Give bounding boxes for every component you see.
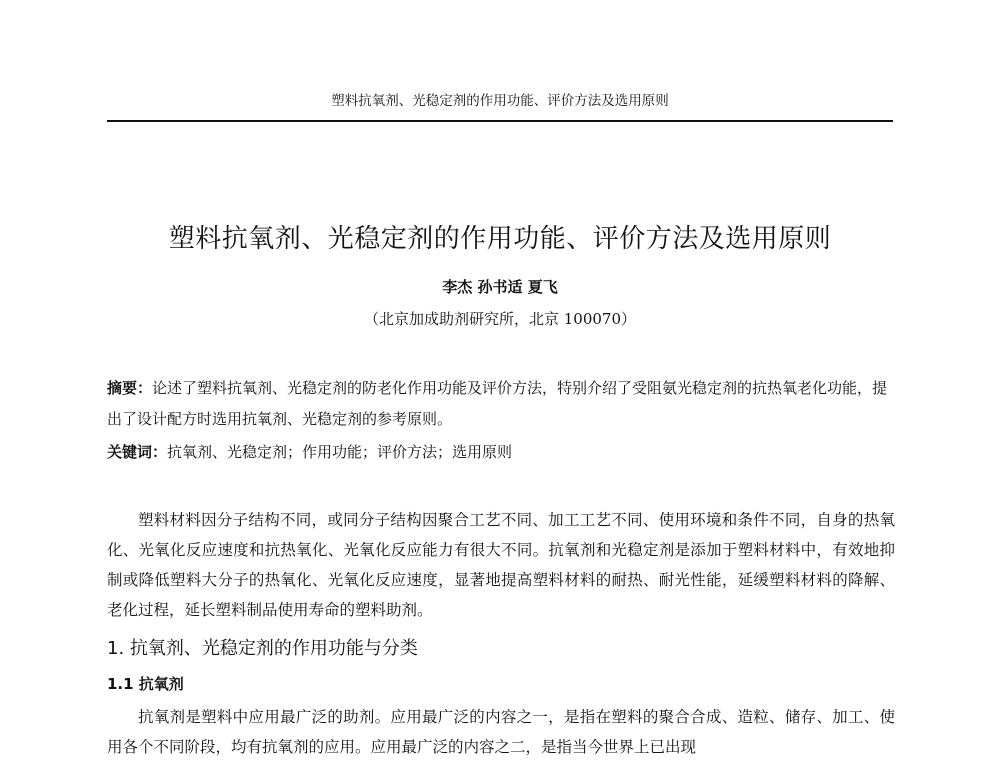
abstract-text: 论述了塑料抗氧剂、光稳定剂的防老化作用功能及评价方法，特别介绍了受阻氨光稳定剂的抗热氧老化功能，提出了设计配方时选用抗氧剂、光稳定剂的参考原则。 — [107, 379, 888, 428]
abstract — [107, 373, 897, 435]
paper-title: 塑料抗氧剂、光稳定剂的作用功能、评价方法及选用原则 — [168, 224, 832, 254]
authors: 李杰 孙书适 夏飞 — [442, 278, 558, 296]
section-paragraph: 抗氧剂是塑料中应用最广泛的助剂。应用最广泛的内容之一，是指在塑料的聚合合成、造粒、储存、加工、使用各个不同阶段，均有抗氧剂的应用。应用最广泛的内容之二，是指当今世界上已出现 — [107, 708, 895, 756]
keywords-label: 关键词： — [107, 443, 168, 461]
abstract-label: 摘要： — [107, 379, 153, 397]
subsection-heading: 1.1 抗氧剂 — [107, 675, 184, 693]
header-rule — [107, 120, 893, 122]
affiliation: （北京加成助剂研究所，北京 100070） — [363, 310, 637, 328]
section-heading: 1. 抗氧剂、光稳定剂的作用功能与分类 — [107, 638, 418, 659]
intro-paragraph: 塑料材料因分子结构不同，或同分子结构因聚合工艺不同、加工工艺不同、使用环境和条件不同，自身的热氧化、光氧化反应速度和抗热氧化、光氧化反应能力有很大不同。抗氧剂和光稳定剂是添加于塑料材料中，有效地抑制或降低塑料大分子的热氧化、光氧化反应速度，显著地提高塑料材料的耐热、耐光性能，延缓塑料材料的降解、老化过程，延长塑料制品使用寿命的塑料助剂。 — [107, 511, 895, 619]
running-header: 塑料抗氧剂、光稳定剂的作用功能、评价方法及选用原则 — [331, 93, 669, 109]
keywords-text: 抗氧剂、光稳定剂；作用功能；评价方法；选用原则 — [167, 443, 513, 461]
keywords — [107, 440, 897, 464]
